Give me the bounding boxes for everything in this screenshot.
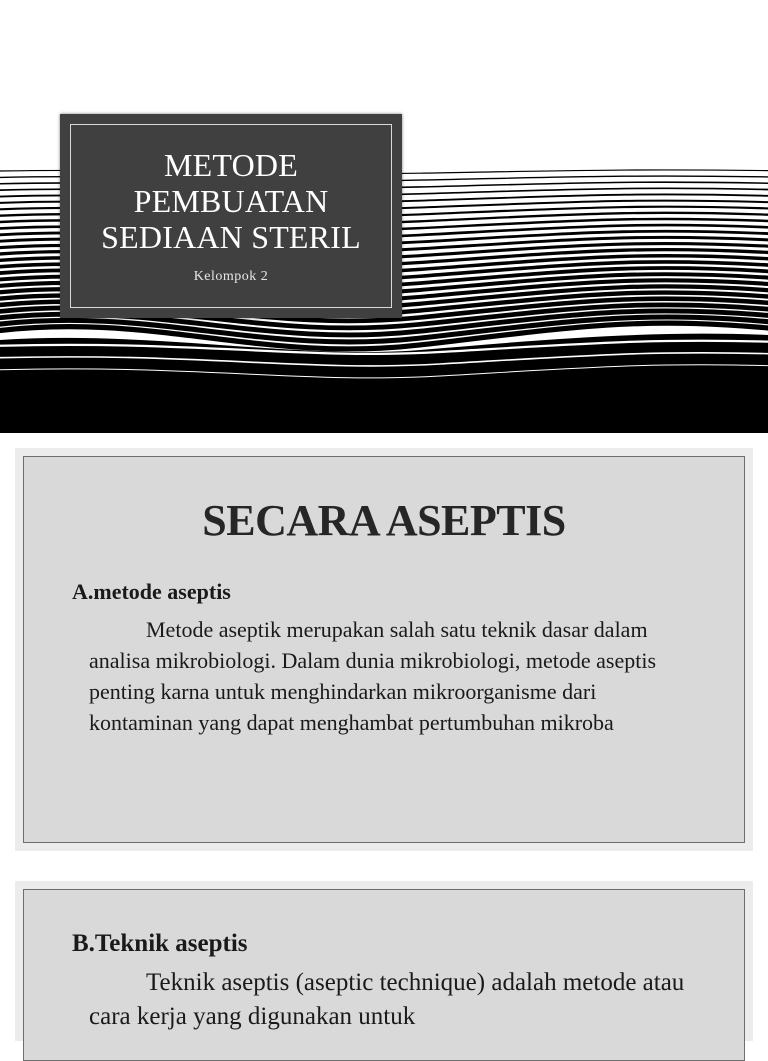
- paragraph-text: Metode aseptik merupakan salah satu teknik dasar dalam analisa mikrobiologi. Dalam dunia mikrobiologi, metode aseptis penting karna untuk menghindarkan mikroorganisme dari kontaminan yang dapat menghambat pertumbuhan mikroba: [89, 617, 657, 735]
- section-label: B.Teknik aseptis: [72, 930, 248, 957]
- section-label: A.metode aseptis: [72, 579, 231, 604]
- section-paragraph: [89, 614, 704, 738]
- presentation-title: METODE PEMBUATAN SEDIAAN STERIL: [101, 147, 361, 255]
- paragraph-text: Teknik aseptis (aseptic technique) adalah metode atau cara kerja yang digunakan untuk: [89, 969, 685, 1030]
- title-slide: [0, 0, 768, 433]
- slide-content: [23, 456, 745, 843]
- title-box: [60, 114, 402, 318]
- title-frame: [70, 124, 392, 308]
- slide-heading: SECARA ASEPTIS: [202, 496, 566, 545]
- slide-content: [23, 889, 745, 1061]
- presentation-subtitle: Kelompok 2: [193, 269, 269, 284]
- slide-secara-aseptis: [15, 448, 753, 851]
- slide-teknik-aseptis: [15, 881, 753, 1041]
